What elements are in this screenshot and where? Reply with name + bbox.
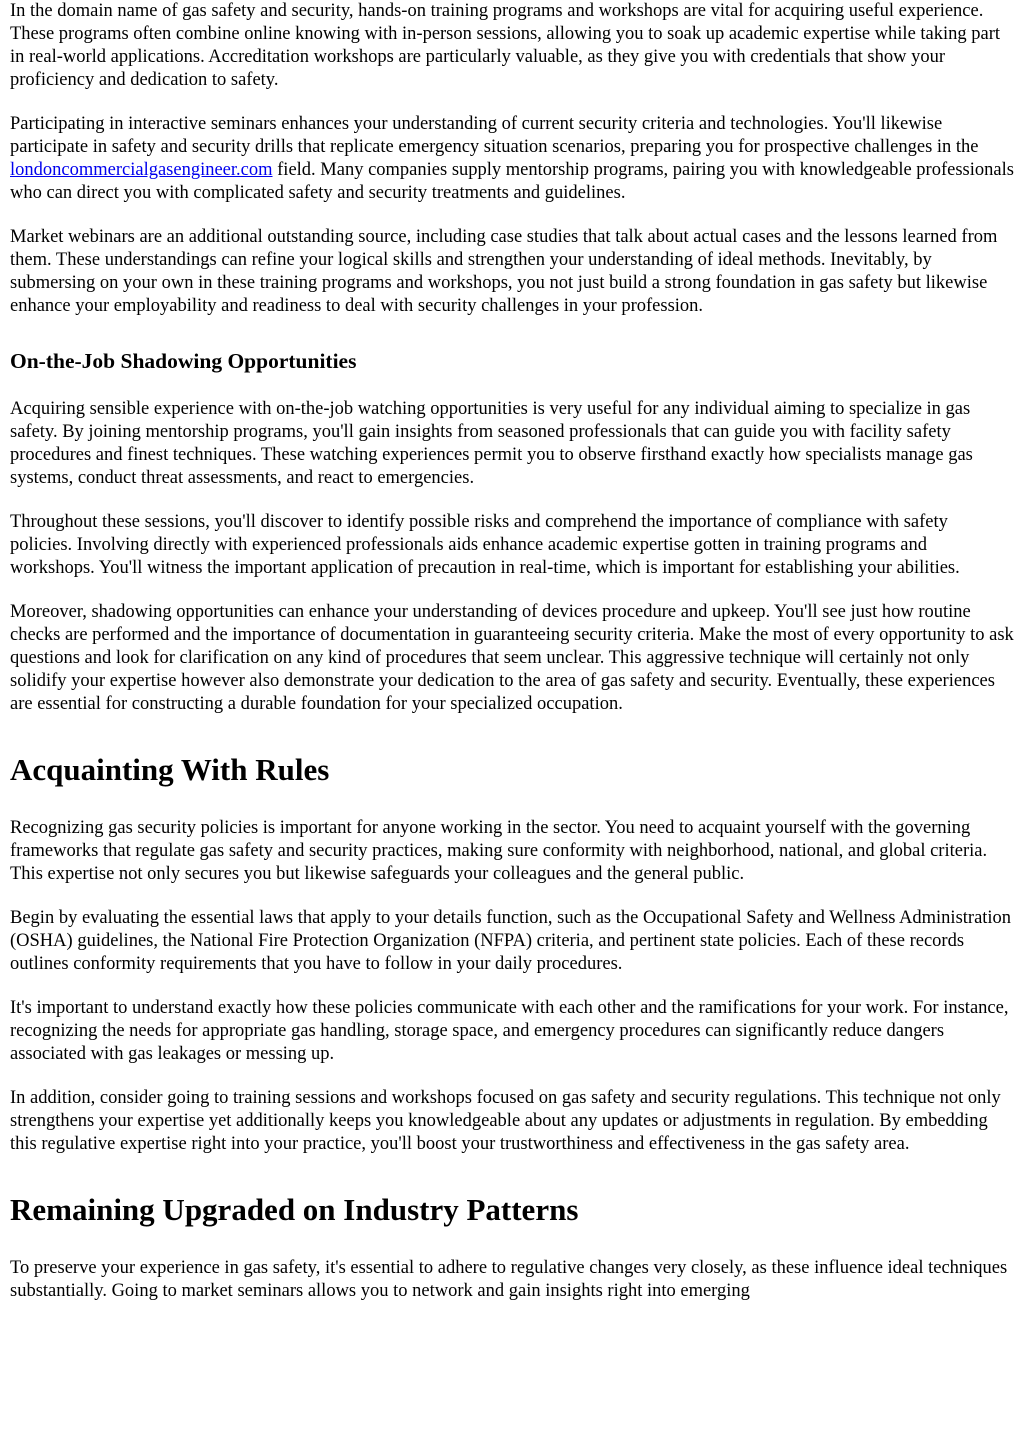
paragraph: Moreover, shadowing opportunities can enhance your understanding of devices procedure and upkeep. You'll see just how routine checks are performed and the importance of documentation in guaranteeing security criteria. Make the most of every opportunity to ask questions and look for clarification on any kind of procedures that seem unclear. This aggressive technique will certainly not only solidify your expertise however also demonstrate your dedication to the area of gas safety and security. Eventually, these experiences are essential for constructing a durable foundation for your specialized occupation. bbox=[10, 602, 1014, 714]
paragraph-with-link bbox=[10, 113, 1014, 205]
paragraph: In the domain name of gas safety and security, hands-on training programs and workshops are vital for acquiring useful experience. These programs often combine online knowing with in-person sessions, allowing you to soak up academic expertise while taking part in real-world applications. Accreditation workshops are particularly valuable, as they give you with credentials that show your proficiency and dedication to safety. bbox=[10, 1, 1001, 90]
paragraph: In addition, consider going to training sessions and workshops focused on gas safety and security regulations. This technique not only strengthens your expertise yet additionally keeps you knowledgeable about any updates or adjustments in regulation. By embedding this regulative expertise right into your practice, you'll boost your trustworthiness and effectiveness in the gas safety area. bbox=[10, 1088, 1001, 1154]
site-link[interactable]: londoncommercialgasengineer.com bbox=[10, 160, 273, 180]
section-heading-rules: Acquainting With Rules bbox=[10, 752, 330, 787]
paragraph-text-after-link: field. Many companies supply mentorship programs, pairing you with knowledgeable professionals who can direct you with complicated safety and security treatments and guidelines. bbox=[10, 160, 1014, 203]
paragraph: Acquiring sensible experience with on-the-job watching opportunities is very useful for any individual aiming to specialize in gas safety. By joining mentorship programs, you'll gain insights from seasoned professionals that can guide you with facility safety procedures and finest techniques. These watching experiences permit you to observe firsthand exactly how specialists manage gas systems, conduct threat assessments, and react to emergencies. bbox=[10, 399, 973, 488]
paragraph: Recognizing gas security policies is important for anyone working in the sector. You need to acquaint yourself with the governing frameworks that regulate gas safety and security practices, making sure conformity with neighborhood, national, and global criteria. This expertise not only secures you but likewise safeguards your colleagues and the general public. bbox=[10, 818, 988, 884]
paragraph: To preserve your experience in gas safety, it's essential to adhere to regulative changes very closely, as these influence ideal techniques substantially. Going to market seminars allows you to network and gain insights right into emerging bbox=[10, 1258, 1008, 1301]
section-heading-shadowing: On-the-Job Shadowing Opportunities bbox=[10, 349, 357, 373]
paragraph: Throughout these sessions, you'll discover to identify possible risks and comprehend the importance of compliance with safety policies. Involving directly with experienced professionals aids enhance academic expertise gotten in training programs and workshops. You'll witness the important application of precaution in real-time, which is important for establishing your abilities. bbox=[10, 512, 960, 578]
paragraph-text-before-link: Participating in interactive seminars enhances your understanding of current security criteria and technologies. You'll likewise participate in safety and security drills that replicate emergency situation scenarios, preparing you for prospective challenges in the bbox=[10, 114, 979, 157]
paragraph: It's important to understand exactly how these policies communicate with each other and the ramifications for your work. For instance, recognizing the needs for appropriate gas handling, storage space, and emergency procedures can significantly reduce dangers associated with gas leakages or messing up. bbox=[10, 998, 1009, 1064]
section-heading-industry-patterns: Remaining Upgraded on Industry Patterns bbox=[10, 1192, 579, 1227]
paragraph: Market webinars are an additional outstanding source, including case studies that talk about actual cases and the lessons learned from them. These understandings can refine your logical skills and strengthen your understanding of ideal methods. Inevitably, by submersing on your own in these training programs and workshops, you not just build a strong foundation in gas safety but likewise enhance your employability and readiness to deal with security challenges in your profession. bbox=[10, 227, 998, 316]
paragraph: Begin by evaluating the essential laws that apply to your details function, such as the Occupational Safety and Wellness Administration (OSHA) guidelines, the National Fire Protection Organization (NFPA) criteria, and pertinent state policies. Each of these records outlines conformity requirements that you have to follow in your daily procedures. bbox=[10, 908, 1012, 974]
